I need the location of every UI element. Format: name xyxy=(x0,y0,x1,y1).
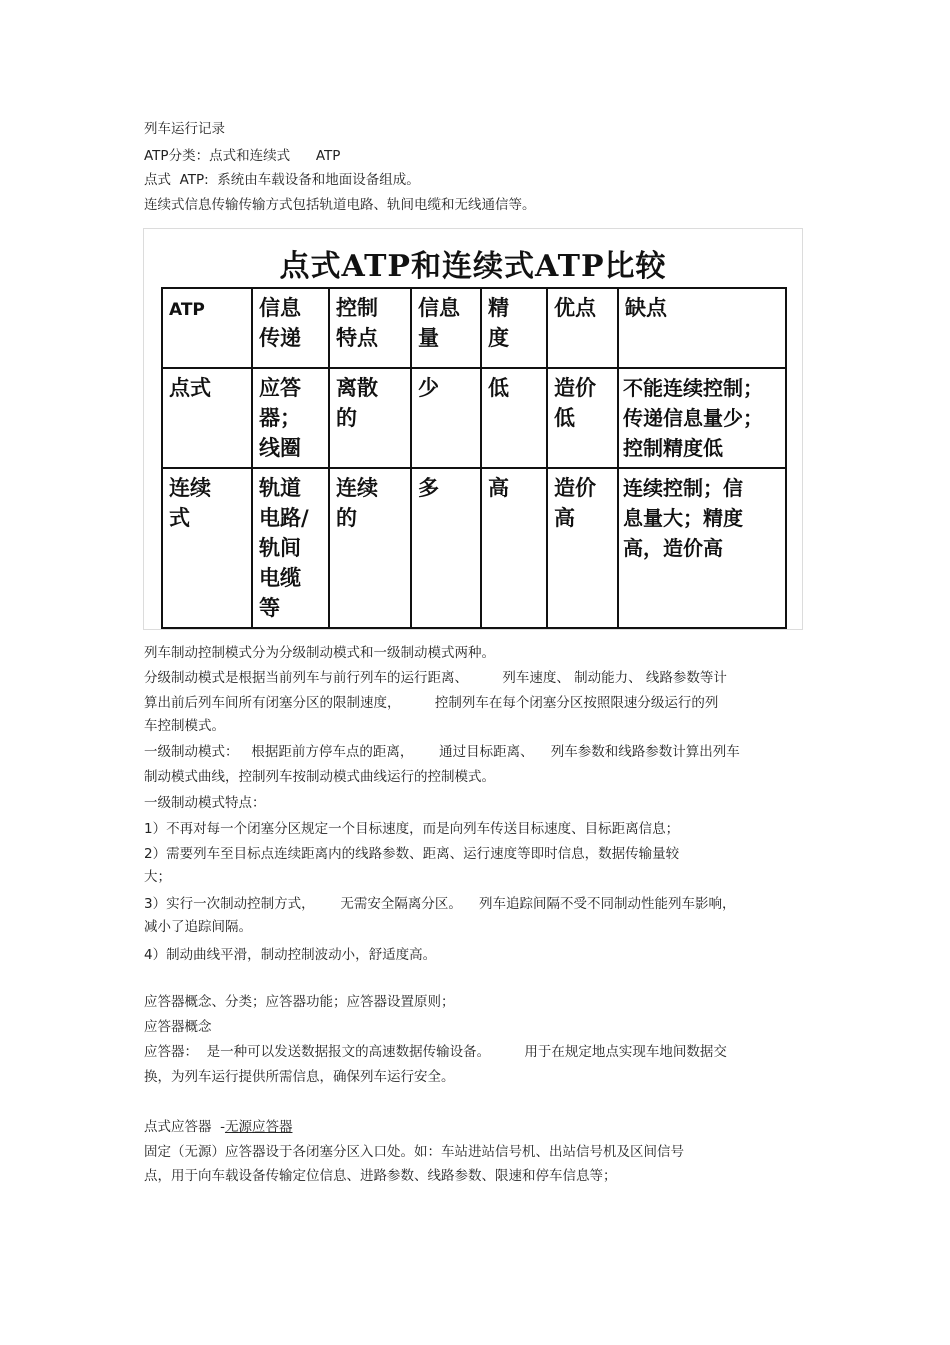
underlined-term: 无源应答器 xyxy=(224,1119,293,1135)
doc-title: 列车运行记录 xyxy=(144,121,225,137)
section-heading xyxy=(144,1118,292,1136)
paragraph: 点式 ATP: 系统由车载设备和地面设备组成。 xyxy=(144,172,420,188)
list-item: 1）不再对每一个闭塞分区规定一个目标速度，而是向列车传送目标速度、目标距离信息； xyxy=(144,821,680,837)
section-heading: 应答器概念、分类；应答器功能；应答器设置原则； xyxy=(144,994,455,1010)
paragraph: 应答器： 是一种可以发送数据报文的高速数据传输设备。 用于在规定地点实现车地间数据交 xyxy=(144,1044,727,1060)
table-cell: 点式 xyxy=(162,368,252,468)
table-cell: 造价 高 xyxy=(547,468,618,628)
table-cell: 多 xyxy=(411,468,481,628)
table-row xyxy=(162,468,786,628)
table-header-row xyxy=(162,288,786,368)
atp-comparison-figure xyxy=(143,228,803,630)
header-cell: 信息 量 xyxy=(411,288,481,368)
table-cell: 轨道 电路/ 轨间 电缆 等 xyxy=(252,468,329,628)
paragraph: 固定（无源）应答器设于各闭塞分区入口处。如：车站进站信号机、出站信号机及区间信号 xyxy=(144,1144,684,1160)
header-cell: 优点 xyxy=(547,288,618,368)
table-cell: 离散 的 xyxy=(329,368,411,468)
list-item: 大； xyxy=(144,869,171,885)
table-cell: 应答 器； 线圈 xyxy=(252,368,329,468)
header-cell: 精 度 xyxy=(481,288,547,368)
paragraph: 点，用于向车载设备传输定位信息、进路参数、线路参数、限速和停车信息等； xyxy=(144,1168,617,1184)
heading-prefix: 点式应答器 - xyxy=(144,1119,225,1135)
paragraph: 一级制动模式特点： xyxy=(144,795,266,811)
list-item: 2）需要列车至目标点连续距离内的线路参数、距离、运行速度等即时信息，数据传输量较 xyxy=(144,846,680,862)
header-cell: ATP xyxy=(162,288,252,368)
header-cell: 缺点 xyxy=(618,288,786,368)
section-heading: 应答器概念 xyxy=(144,1019,212,1035)
comparison-table xyxy=(161,287,787,629)
table-cell: 少 xyxy=(411,368,481,468)
header-cell: 信息 传递 xyxy=(252,288,329,368)
table-cell: 低 xyxy=(481,368,547,468)
table-cell: 不能连续控制； 传递信息量少； 控制精度低 xyxy=(618,368,786,468)
paragraph: 分级制动模式是根据当前列车与前行列车的运行距离、 列车速度、 制动能力、 线路参数等计 xyxy=(144,670,727,686)
header-cell: 控制 特点 xyxy=(329,288,411,368)
paragraph: 一级制动模式： 根据距前方停车点的距离， 通过目标距离、 列车参数和线路参数计算出列车 xyxy=(144,744,740,760)
list-item: 4）制动曲线平滑，制动控制波动小，舒适度高。 xyxy=(144,947,437,963)
list-item: 减小了追踪间隔。 xyxy=(144,919,252,935)
table-cell: 连续 式 xyxy=(162,468,252,628)
paragraph: 列车制动控制模式分为分级制动模式和一级制动模式两种。 xyxy=(144,645,495,661)
table-row xyxy=(162,368,786,468)
table-cell: 高 xyxy=(481,468,547,628)
table-cell: 连续 的 xyxy=(329,468,411,628)
table-cell: 造价 低 xyxy=(547,368,618,468)
paragraph: 算出前后列车间所有闭塞分区的限制速度， 控制列车在每个闭塞分区按照限速分级运行的列 xyxy=(144,695,719,711)
figure-title: 点式ATP和连续式ATP比较 xyxy=(279,249,667,284)
paragraph: ATP分类：点式和连续式 ATP xyxy=(144,148,341,164)
paragraph: 车控制模式。 xyxy=(144,718,225,734)
paragraph: 连续式信息传输传输方式包括轨道电路、轨间电缆和无线通信等。 xyxy=(144,197,536,213)
table-cell: 连续控制；信 息量大；精度 高，造价高 xyxy=(618,468,786,628)
paragraph: 制动模式曲线，控制列车按制动模式曲线运行的控制模式。 xyxy=(144,769,495,785)
list-item: 3）实行一次制动控制方式， 无需安全隔离分区。 列车追踪间隔不受不同制动性能列车影响， xyxy=(144,896,736,912)
paragraph: 换，为列车运行提供所需信息，确保列车运行安全。 xyxy=(144,1069,455,1085)
